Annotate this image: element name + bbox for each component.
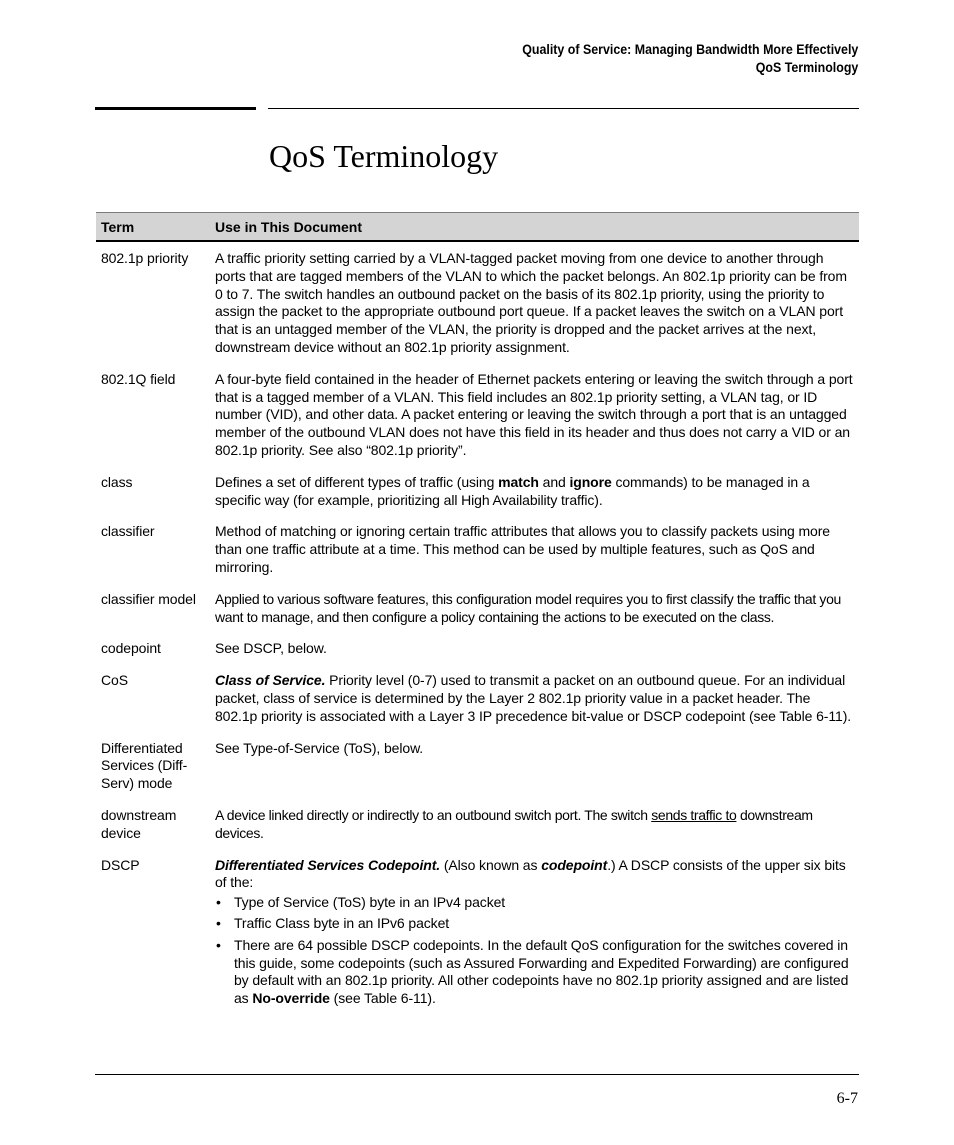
definition-cell <box>215 807 859 843</box>
definition-cell <box>215 857 859 1012</box>
definition-text: (Also known as <box>440 856 542 873</box>
definition-text: Defines a set of different types of traffic (using <box>215 473 499 490</box>
term-cell: Differentiated Services (Diff-Serv) mode <box>101 739 188 792</box>
header-rule-thick <box>95 107 256 110</box>
dscp-bullet-list <box>215 894 855 1008</box>
running-header-section: QoS Terminology <box>755 60 858 75</box>
table-row <box>96 807 859 843</box>
footer-rule <box>95 1074 859 1075</box>
definition-lead: Differentiated Services Codepoint. <box>215 856 441 873</box>
terminology-table <box>96 212 859 1025</box>
definition-cell: Method of matching or ignoring certain traffic attributes that allows you to classify packets using more than one traffic attribute at a time. This method can be used by multiple features, such as QoS and mirroring. <box>215 523 830 575</box>
definition-text: (see Table 6-11). <box>329 990 436 1007</box>
running-header <box>522 41 858 77</box>
definition-cell: Applied to various software features, this configuration model requires you to first classify the traffic that you want to manage, and then configure a policy containing the actions to be executed on the class. <box>215 590 841 625</box>
definition-text: .) A DSCP consists of the upper six bits of the: <box>215 856 846 891</box>
definition-text: A device linked directly or indirectly to an outbound switch port. The switch <box>215 806 652 823</box>
running-header-chapter: Quality of Service: Managing Bandwidth More Effectively <box>521 42 858 57</box>
term-cell: codepoint <box>101 640 161 657</box>
definition-cell <box>215 672 859 725</box>
term-cell: classifier model <box>101 590 196 607</box>
definition-text: downstream devices. <box>215 806 813 841</box>
definition-cell: See DSCP, below. <box>215 640 327 657</box>
list-item: • Traffic Class byte in an IPv6 packet <box>215 915 855 933</box>
list-item: • Type of Service (ToS) byte in an IPv4 packet <box>215 894 855 912</box>
header-term: Term <box>101 218 135 235</box>
definition-cell: See Type-of-Service (ToS), below. <box>215 739 424 756</box>
definition-cell: A four-byte field contained in the header of Ethernet packets entering or leaving the switch through a port that is a tagged member of a VLAN. This field includes an 802.1p priority setting, a VLAN tag, or ID number (VID), and other data. A packet entering or leaving the switch through a port that is an untagged member of the outbound VLAN does not have this field in its header and thus does not carry a VID or an 802.1p priority. See also “802.1p priority”. <box>215 370 853 458</box>
term-cell: downstream device <box>101 806 177 841</box>
list-item <box>215 937 855 1008</box>
table-row <box>96 740 859 793</box>
table-header <box>96 212 859 242</box>
table-row <box>96 640 859 658</box>
definition-text: commands) to be managed in a specific way (for example, prioritizing all High Availability traffic). <box>215 473 810 508</box>
definition-lead: Class of Service. <box>215 672 326 689</box>
table-row <box>96 591 859 627</box>
table-row <box>96 474 859 510</box>
command-ignore: ignore <box>569 473 612 490</box>
no-override-label: No-override <box>252 990 330 1007</box>
header-rule-thin <box>268 108 859 109</box>
page-title: QoS Terminology <box>269 138 499 174</box>
header-use: Use in This Document <box>215 218 363 235</box>
term-cell: DSCP <box>101 856 140 873</box>
table-row <box>96 523 859 576</box>
command-match: match <box>498 473 539 490</box>
term-cell: 802.1p priority <box>101 250 189 266</box>
underlined-phrase: sends traffic to <box>651 806 737 823</box>
table-row <box>96 371 859 460</box>
table-row <box>96 672 859 725</box>
definition-text: Priority level (0-7) used to transmit a packet on an outbound queue. For an individual packet, class of service is determined by the Layer 2 802.1p priority value in a packet header. The 802.1p priority is associated with a Layer 3 IP precedence bit-value or DSCP codepoint (see Table 6-11). <box>215 672 852 724</box>
definition-cell <box>215 474 859 510</box>
table-body <box>96 242 859 1011</box>
definition-text: and <box>538 473 570 490</box>
page-number: 6-7 <box>836 1090 858 1107</box>
term-cell: 802.1Q field <box>101 370 176 387</box>
table-row <box>96 857 859 1012</box>
definition-text: There are 64 possible DSCP codepoints. In the default QoS configuration for the switches covered in this guide, some codepoints (such as Assured Forwarding and Expedited Forwarding) are configured by default with an 802.1p priority. All other codepoints have no 802.1p priority assigned and are listed as <box>234 936 849 1007</box>
term-cell: CoS <box>101 672 128 689</box>
definition-cell: A traffic priority setting carried by a VLAN-tagged packet moving from one device to another through ports that are tagged members of the VLAN to which the packet belongs. An 802.1p priority can be from 0 to 7. The switch handles an outbound packet on the basis of its 802.1p priority, using the priority to assign the packet to the appropriate outbound port queue. If a packet leaves the switch on a VLAN port that is an untagged member of the VLAN, the priority is dropped and the packet arrives at the next, downstream device without an 802.1p priority assignment. <box>215 250 847 355</box>
table-row <box>96 250 859 357</box>
term-cell: class <box>101 473 133 490</box>
term-cell: classifier <box>101 523 155 540</box>
definition-italic-term: codepoint <box>541 856 608 873</box>
